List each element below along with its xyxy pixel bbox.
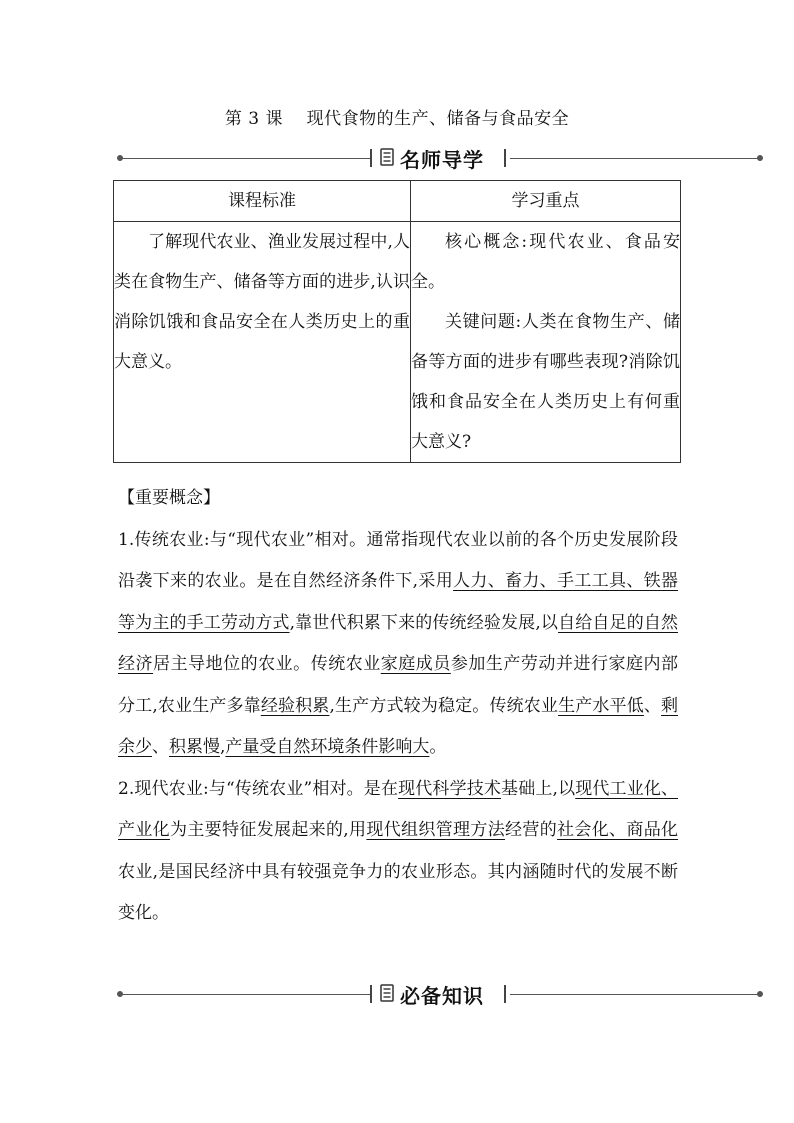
- concept1-underline: 人力、畜力、手工工具、铁器等为主的手工劳动方式: [118, 571, 679, 633]
- standard-text: 了解现代农业、渔业发展过程中,人类在食物生产、储备等方面的进步,认识消除饥饿和食品安全在人类历史上的重大意义。: [114, 232, 410, 372]
- section-banner-guide: [120, 144, 760, 174]
- banner-bar-right: [504, 149, 506, 167]
- banner-dot-right: [757, 155, 763, 161]
- concept2-text: 农业,是国民经济中具有较强竞争力的农业形态。其内涵随时代的发展不断变化。: [118, 861, 678, 923]
- focus-cell: [411, 222, 681, 463]
- concept1-underline: 积累慢: [169, 737, 220, 757]
- concept1-text: 、: [643, 695, 662, 716]
- notebook-icon: [380, 148, 394, 166]
- concept1-underline: 剩余少: [118, 695, 679, 757]
- concept2-underline: 现代组织管理方法: [366, 820, 506, 840]
- section-banner-knowledge: [120, 980, 760, 1010]
- core-concept-text: 核心概念:现代农业、食品安全。: [411, 232, 680, 292]
- concepts-section: [118, 478, 678, 935]
- concept1-underline: 自给自足的自然经济: [118, 612, 679, 674]
- banner-label: 必备知识: [400, 984, 484, 1008]
- banner-rule-right: [510, 158, 760, 159]
- concept1-underline: 产量受自然环境条件影响大: [225, 737, 430, 757]
- concept2-text: 2.现代农业:与“传统农业”相对。是在: [118, 778, 399, 799]
- banner-dot-right: [757, 991, 763, 997]
- banner-bar-left: [370, 149, 372, 167]
- concept2-text: 基础上,以: [501, 778, 576, 799]
- notebook-icon: [380, 984, 394, 1002]
- banner-bar-left: [370, 985, 372, 1003]
- concept2-underline: 社会化、商品化: [557, 820, 679, 840]
- header-learning-focus: 学习重点: [411, 181, 681, 222]
- key-question-text: 关键问题:人类在食物生产、储备等方面的进步有哪些表现?消除饥饿和食品安全在人类历史上有何重大意义?: [411, 312, 680, 452]
- banner-rule-left: [120, 158, 370, 159]
- concept-traditional-agriculture: [118, 520, 678, 769]
- banner-rule-left: [120, 994, 370, 995]
- banner-bar-right: [504, 985, 506, 1003]
- table-header-row: [114, 181, 681, 222]
- curriculum-table: [113, 180, 681, 463]
- concept2-text: 经营的: [505, 820, 558, 840]
- page-title: 第 3 课 现代食物的生产、储备与食品安全: [224, 109, 570, 129]
- concept1-text: 参加生产劳动并进行家庭内部分工,农业生产多靠: [118, 654, 679, 716]
- banner-dot-left: [117, 155, 123, 161]
- concept2-underline: 现代工业化、产业化: [118, 778, 679, 840]
- banner-label: 名师导学: [400, 148, 484, 172]
- concept1-text: 1.传统农业:与“现代农业”相对。通常指现代农业以前的各个历史发展阶段沿袭下来的农业。是在自然经济条件下,采用: [118, 529, 678, 591]
- concept1-underline: 经验积累: [260, 695, 330, 716]
- standard-cell: [114, 222, 411, 463]
- concept1-text: 居主导地位的农业。传统农业: [153, 654, 381, 674]
- banner-dot-left: [117, 991, 123, 997]
- concept1-text: 、: [152, 737, 169, 757]
- concept-modern-agriculture: [118, 769, 678, 935]
- concept2-underline: 现代科学技术: [398, 778, 502, 799]
- banner-rule-right: [510, 994, 760, 995]
- concepts-heading: 【重要概念】: [118, 488, 220, 508]
- concept1-underline: 生产水平低: [558, 695, 644, 716]
- concept1-text: ,: [220, 737, 226, 757]
- concept2-text: 为主要特征发展起来的,用: [170, 820, 367, 840]
- concept1-text: 。: [429, 737, 447, 757]
- header-course-standard: 课程标准: [114, 181, 411, 222]
- table-row: [114, 222, 681, 463]
- concept1-text: ,生产方式较为稳定。传统农业: [329, 695, 559, 716]
- concept1-underline: 家庭成员: [380, 654, 451, 674]
- concept1-text: ,靠世代积累下来的传统经验发展,以: [289, 612, 559, 633]
